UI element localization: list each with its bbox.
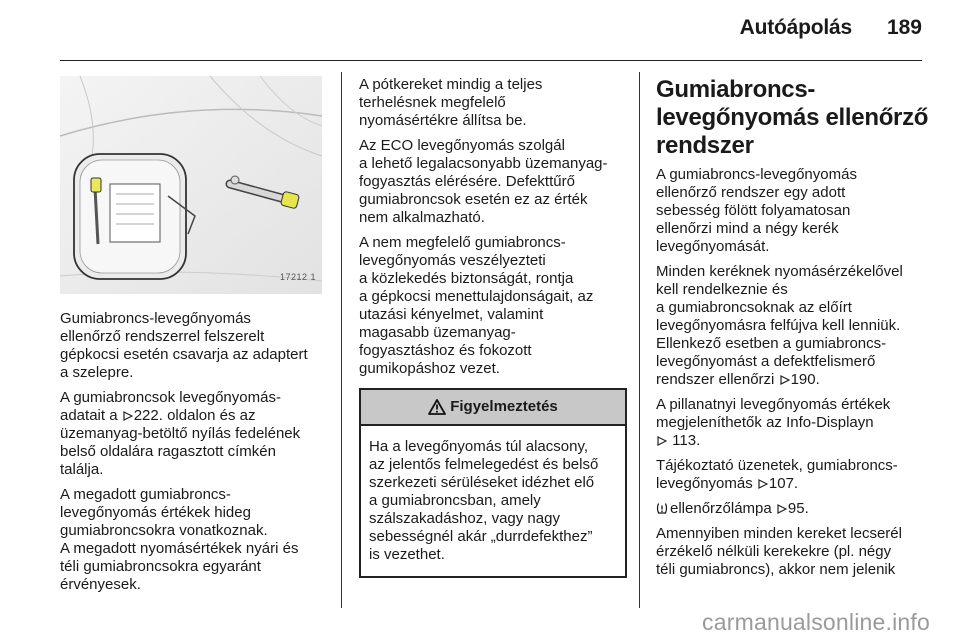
fuel-filler-door-figure (60, 76, 322, 294)
paragraph-adapter: Gumiabroncs-levegőnyomás ellenőrző rendszerrel felszerelt gépkocsi esetén csavarja az adaptert a szelepre. (60, 310, 308, 381)
page-link[interactable]: 222. oldalon és az (133, 407, 256, 424)
column-divider-2 (639, 72, 640, 608)
figure-number: 17212 1 (279, 272, 316, 282)
warning-header (361, 390, 625, 426)
column-divider-1 (341, 72, 342, 608)
fuel-filler-door-label-illustration (60, 76, 322, 294)
paragraph-warning-lamp: ellenőrzőlámpa 95. (656, 500, 931, 518)
page-reference-arrow-icon (123, 411, 133, 421)
page-link[interactable]: 95. (787, 500, 809, 517)
paragraph-info-display: A pillanatnyi levegőnyomás értékek megjeleníthetők az Info-Displayn 113. (656, 396, 891, 449)
page-reference-arrow-icon (758, 479, 768, 489)
paragraph-sensorless-wheels: Amennyiben minden kereket lecserél érzékelő nélküli kerekekre (pl. négy téli gumiabroncs), akkor nem jelenik (656, 525, 902, 578)
warning-triangle-icon (428, 399, 446, 415)
paragraph-system-intro: A gumiabroncs-levegőnyomás ellenőrző rendszer egy adott sebesség fölött folyamatosan ellenőrzi mind a négy kerék levegőnyomását. (656, 166, 857, 255)
paragraph-cold-tyres: A megadott gumiabroncs- levegőnyomás értékek hideg gumiabroncsokra vonatkoznak. A megadott nyomásértékek nyári és téli gumiabroncsokra egyaránt érvényesek. (60, 486, 299, 593)
paragraph-pressure-data: A gumiabroncsok levegőnyomás- adatait a 222. oldalon és az üzemanyag-betöltő nyílás fedelének belső oldalára ragasztott címkén találja. (60, 389, 301, 478)
page-header (0, 0, 960, 60)
section-title: Autóápolás (739, 16, 852, 39)
paragraph-sensors: Minden keréknek nyomásérzékelővel kell rendelkeznie és a gumiabroncsoknak az előírt levegőnyomásra felfújva kell lenniük. Ellenkező esetben a gumiabroncs- levegőnyomást a defektfelismerő rendszer ellenőrzi 190. (656, 263, 903, 388)
paragraph-eco-pressure: Az ECO levegőnyomás szolgál a lehető legalacsonyabb üzemanyag- fogyasztás elérésére. Defekttűrő gumiabroncsok esetén ez az érték nem alkalmazható. (359, 137, 608, 226)
page-reference-arrow-icon (777, 504, 787, 514)
warning-box (359, 388, 627, 578)
page-link[interactable]: 107. (768, 475, 799, 492)
page-reference-arrow-icon (780, 375, 790, 385)
watermark: carmanualsonline.info (702, 609, 930, 635)
page-link[interactable]: 113. (672, 432, 701, 449)
warning-text: Ha a levegőnyomás túl alacsony, az jelentős felmelegedést és belső szerkezeti sérüléseket idézhet elő a gumiabroncsban, amely szálszakadáshoz, vagy nagy sebességnél akár „durrdefekthez” is vezethet. (361, 426, 625, 576)
header-divider (60, 60, 922, 61)
paragraph-incorrect-pressure: A nem megfelelő gumiabroncs- levegőnyomás veszélyezteti a közlekedés biztonságát, rontja a gépkocsi menettulajdonságait, az utazási kényelmet, valamint magasabb üzemanyag- fogyasztáshoz és fokozott gumikopáshoz vezet. (359, 234, 594, 377)
page-link[interactable]: 190. (790, 371, 820, 388)
warning-title: Figyelmeztetés (450, 398, 558, 415)
paragraph-messages: Tájékoztató üzenetek, gumiabroncs- levegőnyomás 107. (656, 457, 898, 492)
tyre-pressure-warning-lamp-icon (656, 502, 668, 515)
column-2 (359, 76, 624, 578)
page-number: 189 (886, 16, 922, 39)
page-reference-arrow-icon (657, 436, 667, 446)
column-3 (656, 76, 931, 586)
column-1 (60, 76, 330, 601)
section-heading: Gumiabroncs- levegőnyomás ellenőrző rendszer (656, 76, 929, 159)
paragraph-spare-wheel: A pótkereket mindig a teljes terhelésnek megfelelő nyomásértékre állítsa be. (359, 76, 543, 129)
